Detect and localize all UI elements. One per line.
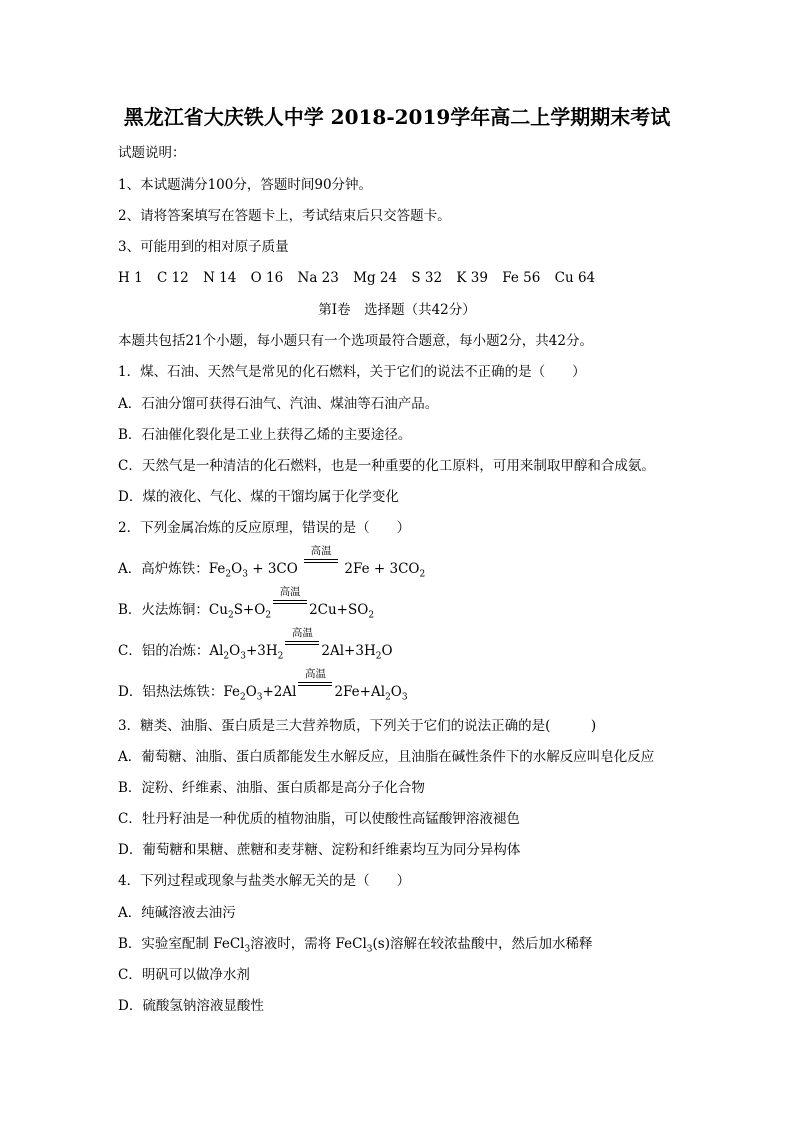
section-title: 第Ⅰ卷 选择题（共42分） xyxy=(318,302,476,318)
question-option: B．石油催化裂化是工业上获得乙烯的主要途径。 xyxy=(118,427,412,443)
page-title: 黑龙江省大庆铁人中学 2018-2019学年高二上学期期末考试 xyxy=(123,105,671,129)
instruction-item: 2、请将答案填写在答题卡上，考试结束后只交答题卡。 xyxy=(118,208,451,224)
atomic-mass: O 16 xyxy=(250,270,284,286)
question-option: D．硫酸氢钠溶液显酸性 xyxy=(118,998,264,1014)
instructions-heading: 试题说明： xyxy=(118,145,186,161)
atomic-mass: Fe 56 xyxy=(502,270,541,286)
question-option: A．高炉炼铁：$Fe_2O_3 + 3CO$ 高温 $2Fe + 3CO_2$ xyxy=(118,545,426,580)
atomic-mass: K 39 xyxy=(456,270,488,286)
atomic-mass: H 1 xyxy=(118,270,143,286)
question-option: A．石油分馏可获得石油气、汽油、煤油等石油产品。 xyxy=(118,396,439,412)
question-stem: 4．下列过程或现象与盐类水解无关的是（ ） xyxy=(118,873,411,889)
question-stem: 2．下列金属冶炼的反应原理，错误的是（ ） xyxy=(118,520,411,536)
option-label: C．铝的冶炼： xyxy=(118,643,210,659)
reaction-condition-arrow: 高温 xyxy=(285,641,319,655)
question-option: C．铝的冶炼：$Al_2O_3+3H_2$ 高温 $2Al+3H_2O$ xyxy=(118,627,393,662)
question-option: C．牡丹籽油是一种优质的植物油脂，可以使酸性高锰酸钾溶液褪色 xyxy=(118,811,520,827)
option-label: D．铝热法炼铁： xyxy=(118,684,224,700)
question-option: C．天然气是一种清洁的化石燃料，也是一种重要的化工原料，可用来制取甲醇和合成氨。 xyxy=(118,458,655,474)
question-option: D．葡萄糖和果糖、蔗糖和麦芽糖、淀粉和纤维素均互为同分异构体 xyxy=(118,842,521,858)
question-stem: 1．煤、石油、天然气是常见的化石燃料，关于它们的说法不正确的是（ ） xyxy=(118,364,586,380)
atomic-mass: C 12 xyxy=(156,270,189,286)
question-option: A．纯碱溶液去油污 xyxy=(118,905,236,921)
question-option: C．明矾可以做净水剂 xyxy=(118,967,250,983)
atomic-mass: S 32 xyxy=(411,270,443,286)
atomic-mass-list xyxy=(118,269,605,287)
question-option: A．葡萄糖、油脂、蛋白质都能发生水解反应，且油脂在碱性条件下的水解反应叫皂化反应 xyxy=(118,749,655,765)
question-option: B．淀粉、纤维素、油脂、蛋白质都是高分子化合物 xyxy=(118,780,425,796)
question-option: B．火法炼铜：$Cu_2S+O_2$ 高温 $2Cu+SO_2$ xyxy=(118,586,375,621)
instruction-item: 3、可能用到的相对原子质量 xyxy=(118,239,289,255)
question-option: D．煤的液化、气化、煤的干馏均属于化学变化 xyxy=(118,489,399,505)
option-label: A．高炉炼铁： xyxy=(118,561,209,577)
atomic-mass: Na 23 xyxy=(297,270,339,286)
option-label: B．火法炼铜： xyxy=(118,602,209,618)
question-option: D．铝热法炼铁：$Fe_2O_3+2Al$ 高温 $2Fe+Al_2O_3$ xyxy=(118,668,408,703)
question-stem: 3．糖类、油脂、蛋白质是三大营养物质，下列关于它们的说法正确的是( ) xyxy=(118,718,597,734)
question-option: B．实验室配制 FeCl$_3$溶液时，需将 FeCl$_3$(s)溶解在较浓盐酸中，然后加水稀释 xyxy=(118,936,593,955)
instruction-item: 1、本试题满分100分，答题时间90分钟。 xyxy=(118,177,373,193)
reaction-condition-arrow: 高温 xyxy=(273,600,307,614)
reaction-condition-arrow: 高温 xyxy=(304,559,338,573)
reaction-condition-arrow: 高温 xyxy=(298,682,332,696)
atomic-mass: N 14 xyxy=(203,270,237,286)
atomic-mass: Cu 64 xyxy=(554,270,596,286)
atomic-mass: Mg 24 xyxy=(353,270,398,286)
section-intro: 本题共包括21个小题，每小题只有一个选项最符合题意，每小题2分，共42分。 xyxy=(118,333,593,349)
